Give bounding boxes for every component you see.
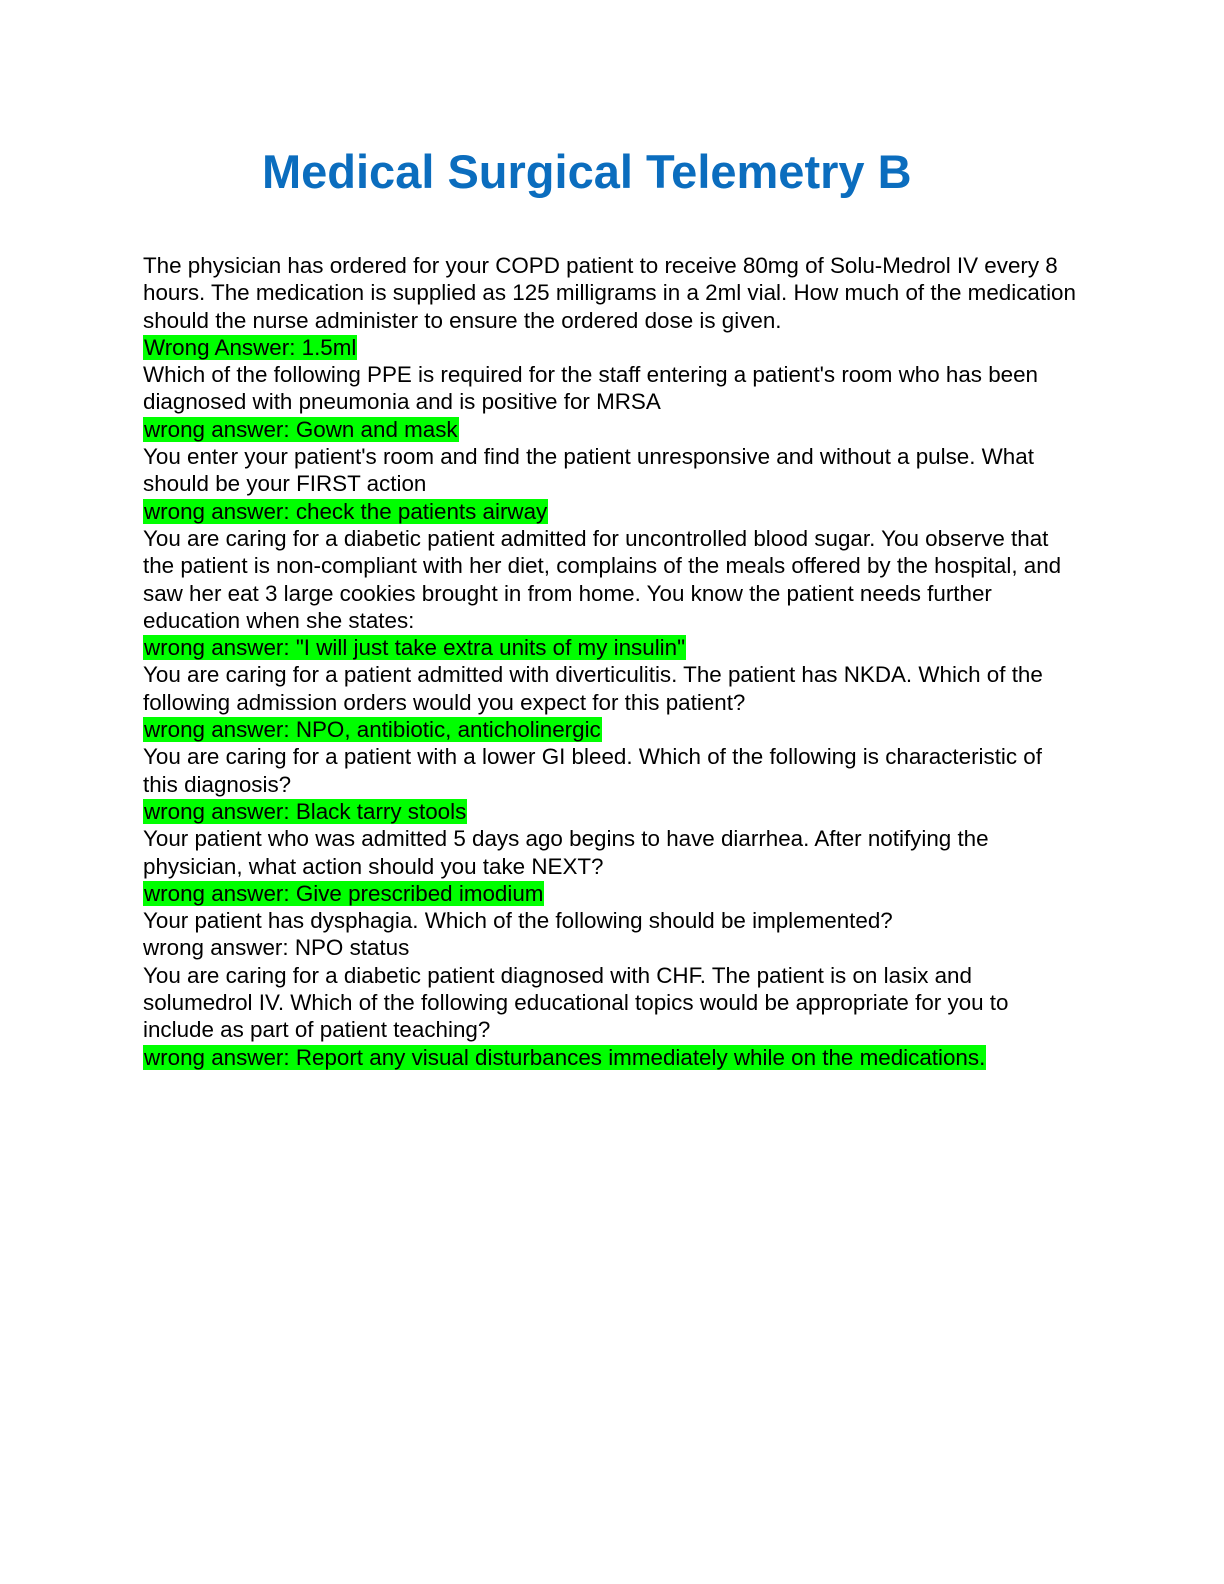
answer-line bbox=[143, 498, 1083, 525]
question-text: Your patient who was admitted 5 days ago begins to have diarrhea. After notifying the physician, what action should you take NEXT? bbox=[143, 826, 989, 879]
answer-text: wrong answer: Gown and mask bbox=[144, 416, 458, 442]
answer-line bbox=[143, 416, 1083, 443]
question-text: You are caring for a diabetic patient diagnosed with CHF. The patient is on lasix and solumedrol IV. Which of the following educational topics would be appropriate for you to include as part of patient teaching? bbox=[143, 962, 1009, 1043]
question-text: Which of the following PPE is required for the staff entering a patient's room who has been diagnosed with pneumonia and is positive for MRSA bbox=[143, 362, 1039, 415]
answer-text: wrong answer: Give prescribed imodium bbox=[144, 880, 544, 906]
answer-text: wrong answer: "I will just take extra units of my insulin" bbox=[144, 635, 686, 661]
answer-line bbox=[143, 716, 1083, 743]
answer-line bbox=[143, 880, 1083, 907]
question-list bbox=[143, 252, 1083, 1071]
answer-text: wrong answer: NPO, antibiotic, anticholinergic bbox=[144, 717, 601, 743]
answer-text: wrong answer: NPO status bbox=[143, 935, 410, 961]
page-title: Medical Surgical Telemetry B bbox=[262, 145, 912, 198]
question-text: You enter your patient's room and find the patient unresponsive and without a pulse. What should be your FIRST action bbox=[143, 444, 1034, 497]
answer-line bbox=[143, 798, 1083, 825]
answer-line bbox=[143, 334, 1083, 361]
answer-line bbox=[143, 934, 1083, 961]
question-text: Your patient has dysphagia. Which of the following should be implemented? bbox=[143, 908, 893, 934]
answer-line bbox=[143, 1044, 1083, 1071]
answer-text: wrong answer: Black tarry stools bbox=[144, 798, 467, 824]
answer-text: wrong answer: Report any visual disturbances immediately while on the medications. bbox=[144, 1044, 986, 1070]
question-text: You are caring for a patient admitted with diverticulitis. The patient has NKDA. Which of the following admission orders would you expect for this patient? bbox=[143, 662, 1043, 715]
question-text: You are caring for a patient with a lower GI bleed. Which of the following is characteristic of this diagnosis? bbox=[143, 744, 1042, 797]
answer-text: wrong answer: check the patients airway bbox=[144, 498, 548, 524]
question-text: You are caring for a diabetic patient admitted for uncontrolled blood sugar. You observe that the patient is non-compliant with her diet, complains of the meals offered by the hospital, and saw her eat 3 large cookies brought in from home. You know the patient needs further education when she states: bbox=[143, 525, 1062, 633]
answer-text: Wrong Answer: 1.5ml bbox=[144, 334, 357, 360]
question-text: The physician has ordered for your COPD patient to receive 80mg of Solu-Medrol IV every 8 hours. The medication is supplied as 125 milligrams in a 2ml vial. How much of the medication should the nurse administer to ensure the ordered dose is given. bbox=[143, 253, 1076, 333]
answer-line bbox=[143, 634, 1083, 661]
